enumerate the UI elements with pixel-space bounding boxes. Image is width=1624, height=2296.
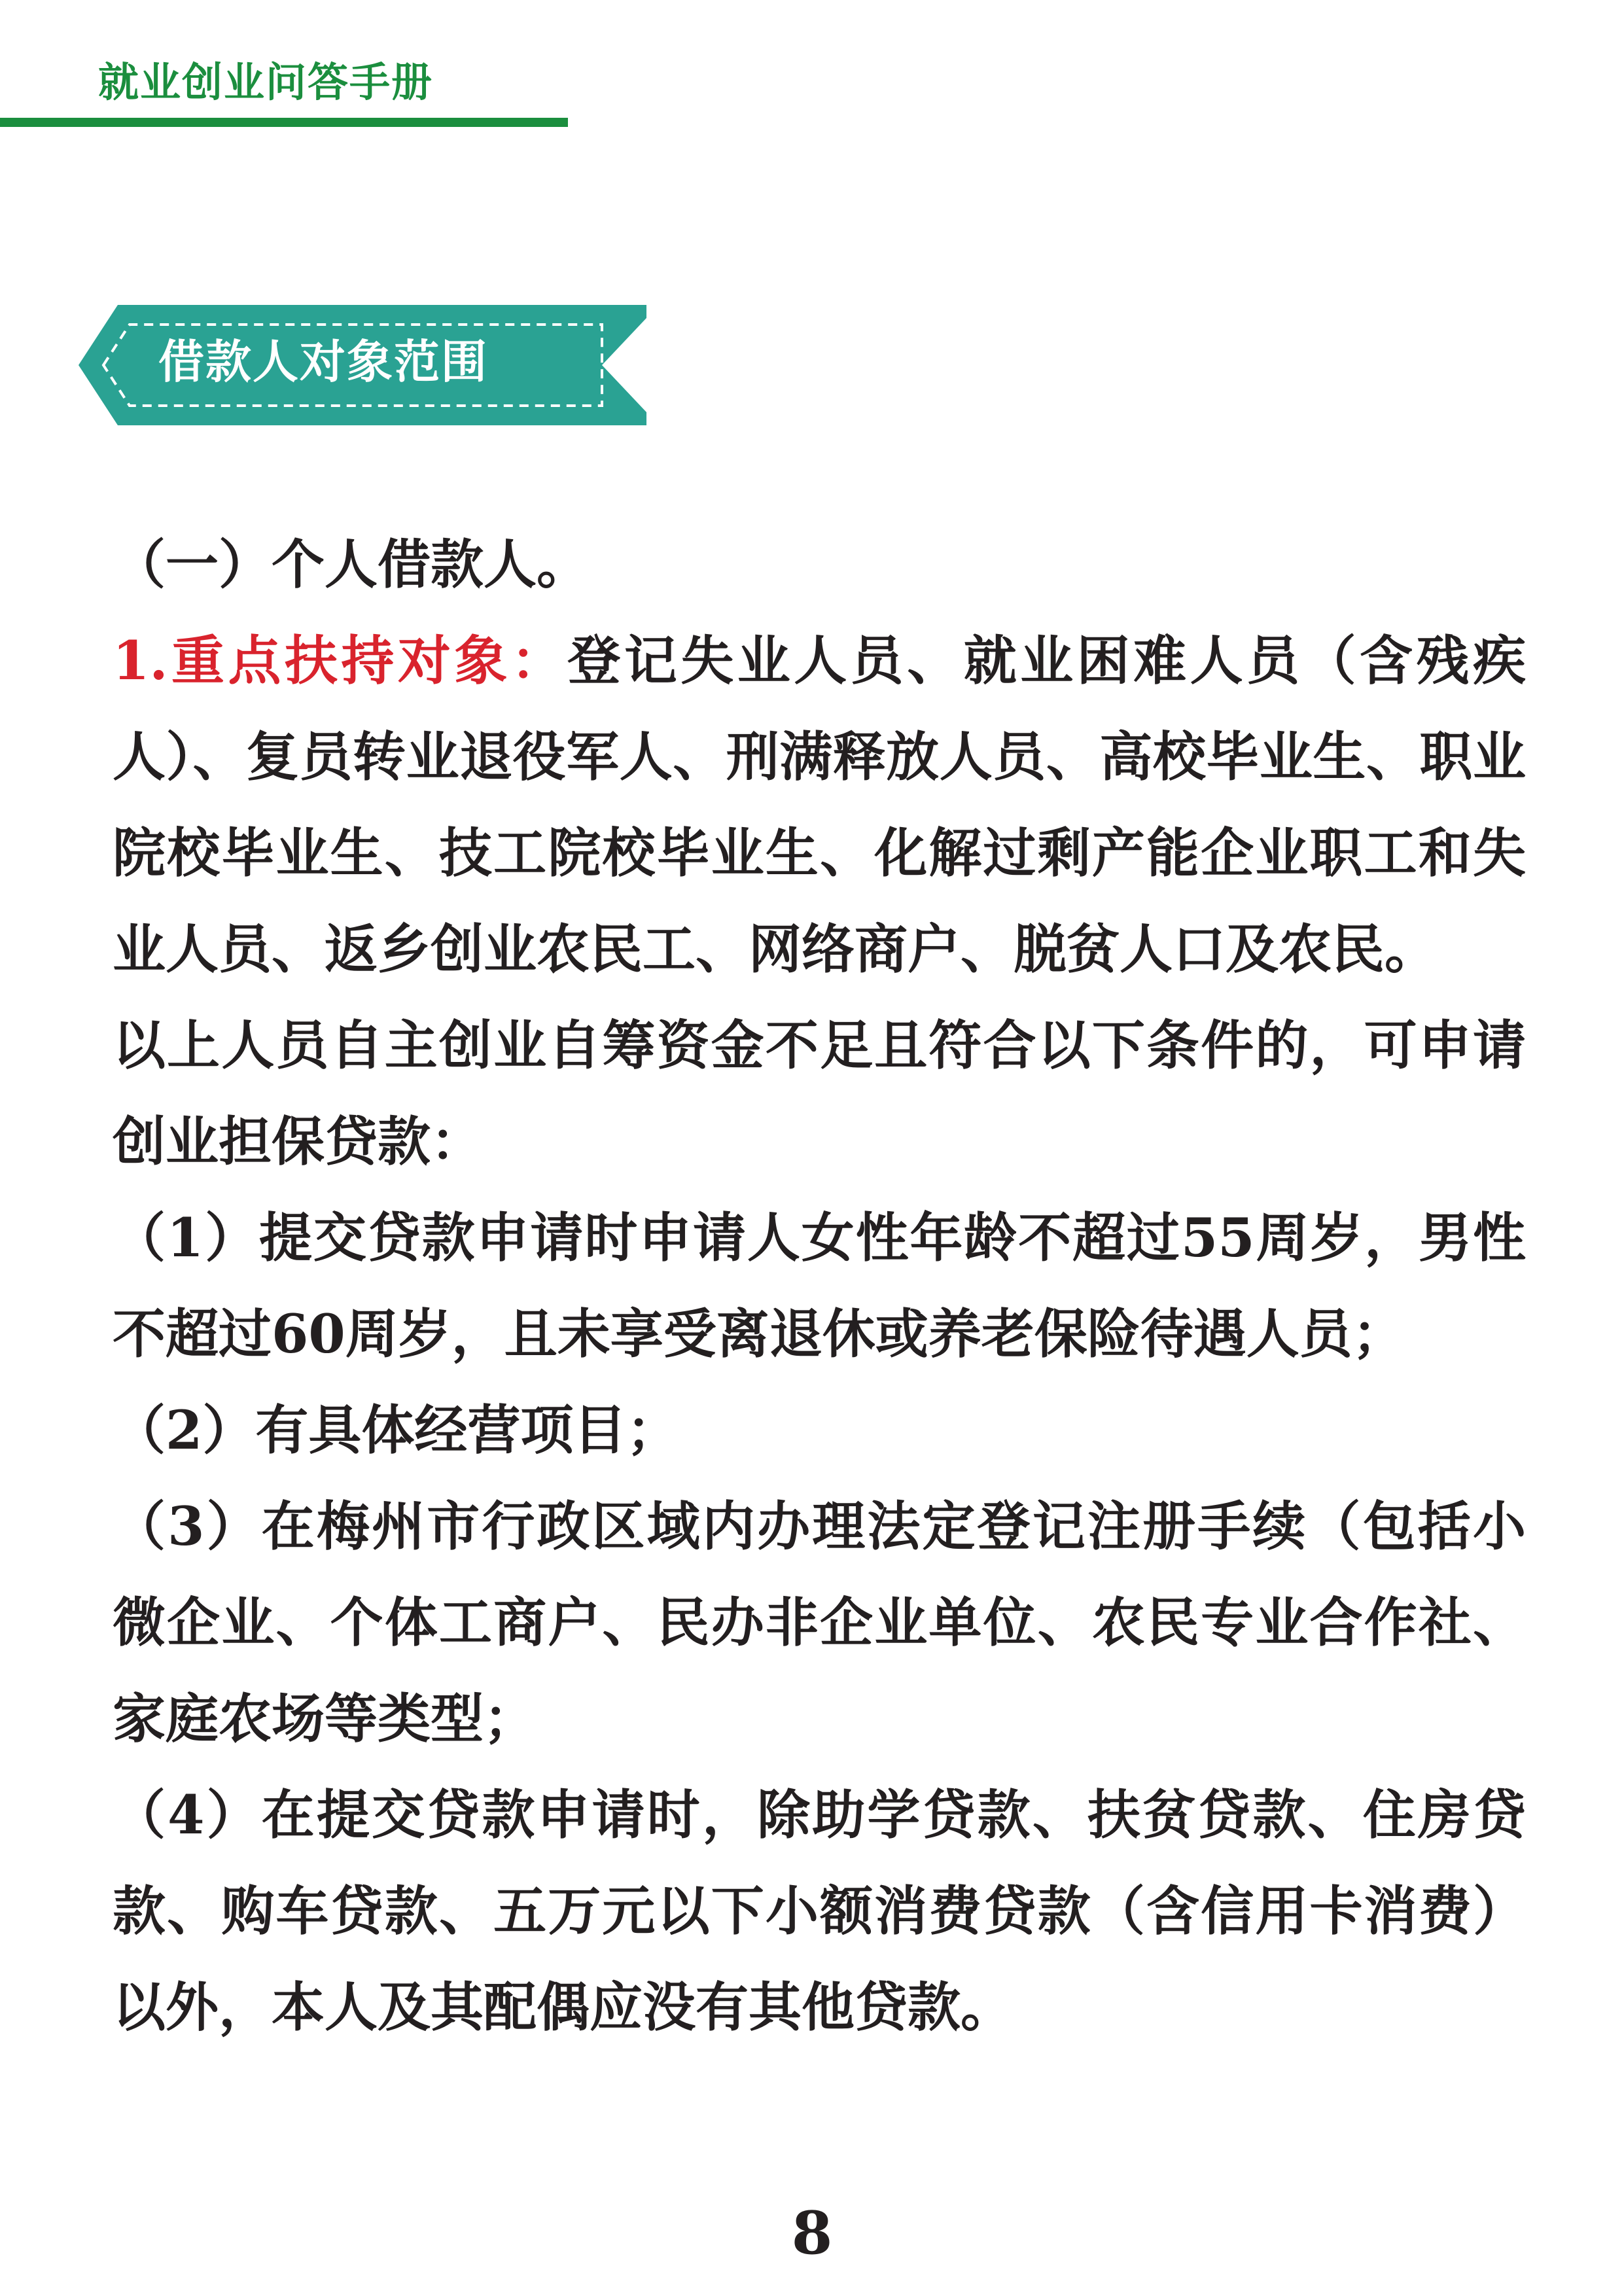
condition-4: （4）在提交贷款申请时，除助学贷款、扶贫贷款、住房贷款、购车贷款、五万元以下小额消费贷款（含信用卡消费）以外，本人及其配偶应没有其他贷款。: [113, 1784, 1526, 2039]
page-number: 8: [791, 2199, 833, 2268]
header-rule: [0, 118, 568, 127]
condition-3: （3）在梅州市行政区域内办理法定登记注册手续（包括小微企业、个体工商户、民办非企业单位、农民专业合作社、家庭农场等类型；: [113, 1496, 1526, 1750]
key-targets-text: 登记失业人员、就业困难人员（含残疾人）、复员转业退役军人、刑满释放人员、高校毕业生、职业院校毕业生、技工院校毕业生、化解过剩产能企业职工和失业人员、返乡创业农民工、网络商户、脱贫人口及农民。: [113, 630, 1526, 981]
body-text: [113, 517, 1526, 2056]
condition-2: （2）有具体经营项目；: [113, 1400, 680, 1462]
paragraph-key-targets: [113, 613, 1526, 998]
running-header: 就业创业问答手册: [98, 58, 434, 106]
section-banner: [79, 305, 646, 425]
key-targets-label: 1.重点扶持对象：: [113, 630, 568, 692]
paragraph-individual-borrower: （一）个人借款人。: [113, 534, 590, 596]
condition-1: （1）提交贷款申请时申请人女性年龄不超过55周岁，男性不超过60周岁，且未享受离退休或养老保险待遇人员；: [113, 1207, 1526, 1366]
paragraph-conditions-intro: 以上人员自主创业自筹资金不足且符合以下条件的，可申请创业担保贷款：: [113, 1015, 1526, 1173]
section-title: 借款人对象范围: [158, 335, 488, 389]
